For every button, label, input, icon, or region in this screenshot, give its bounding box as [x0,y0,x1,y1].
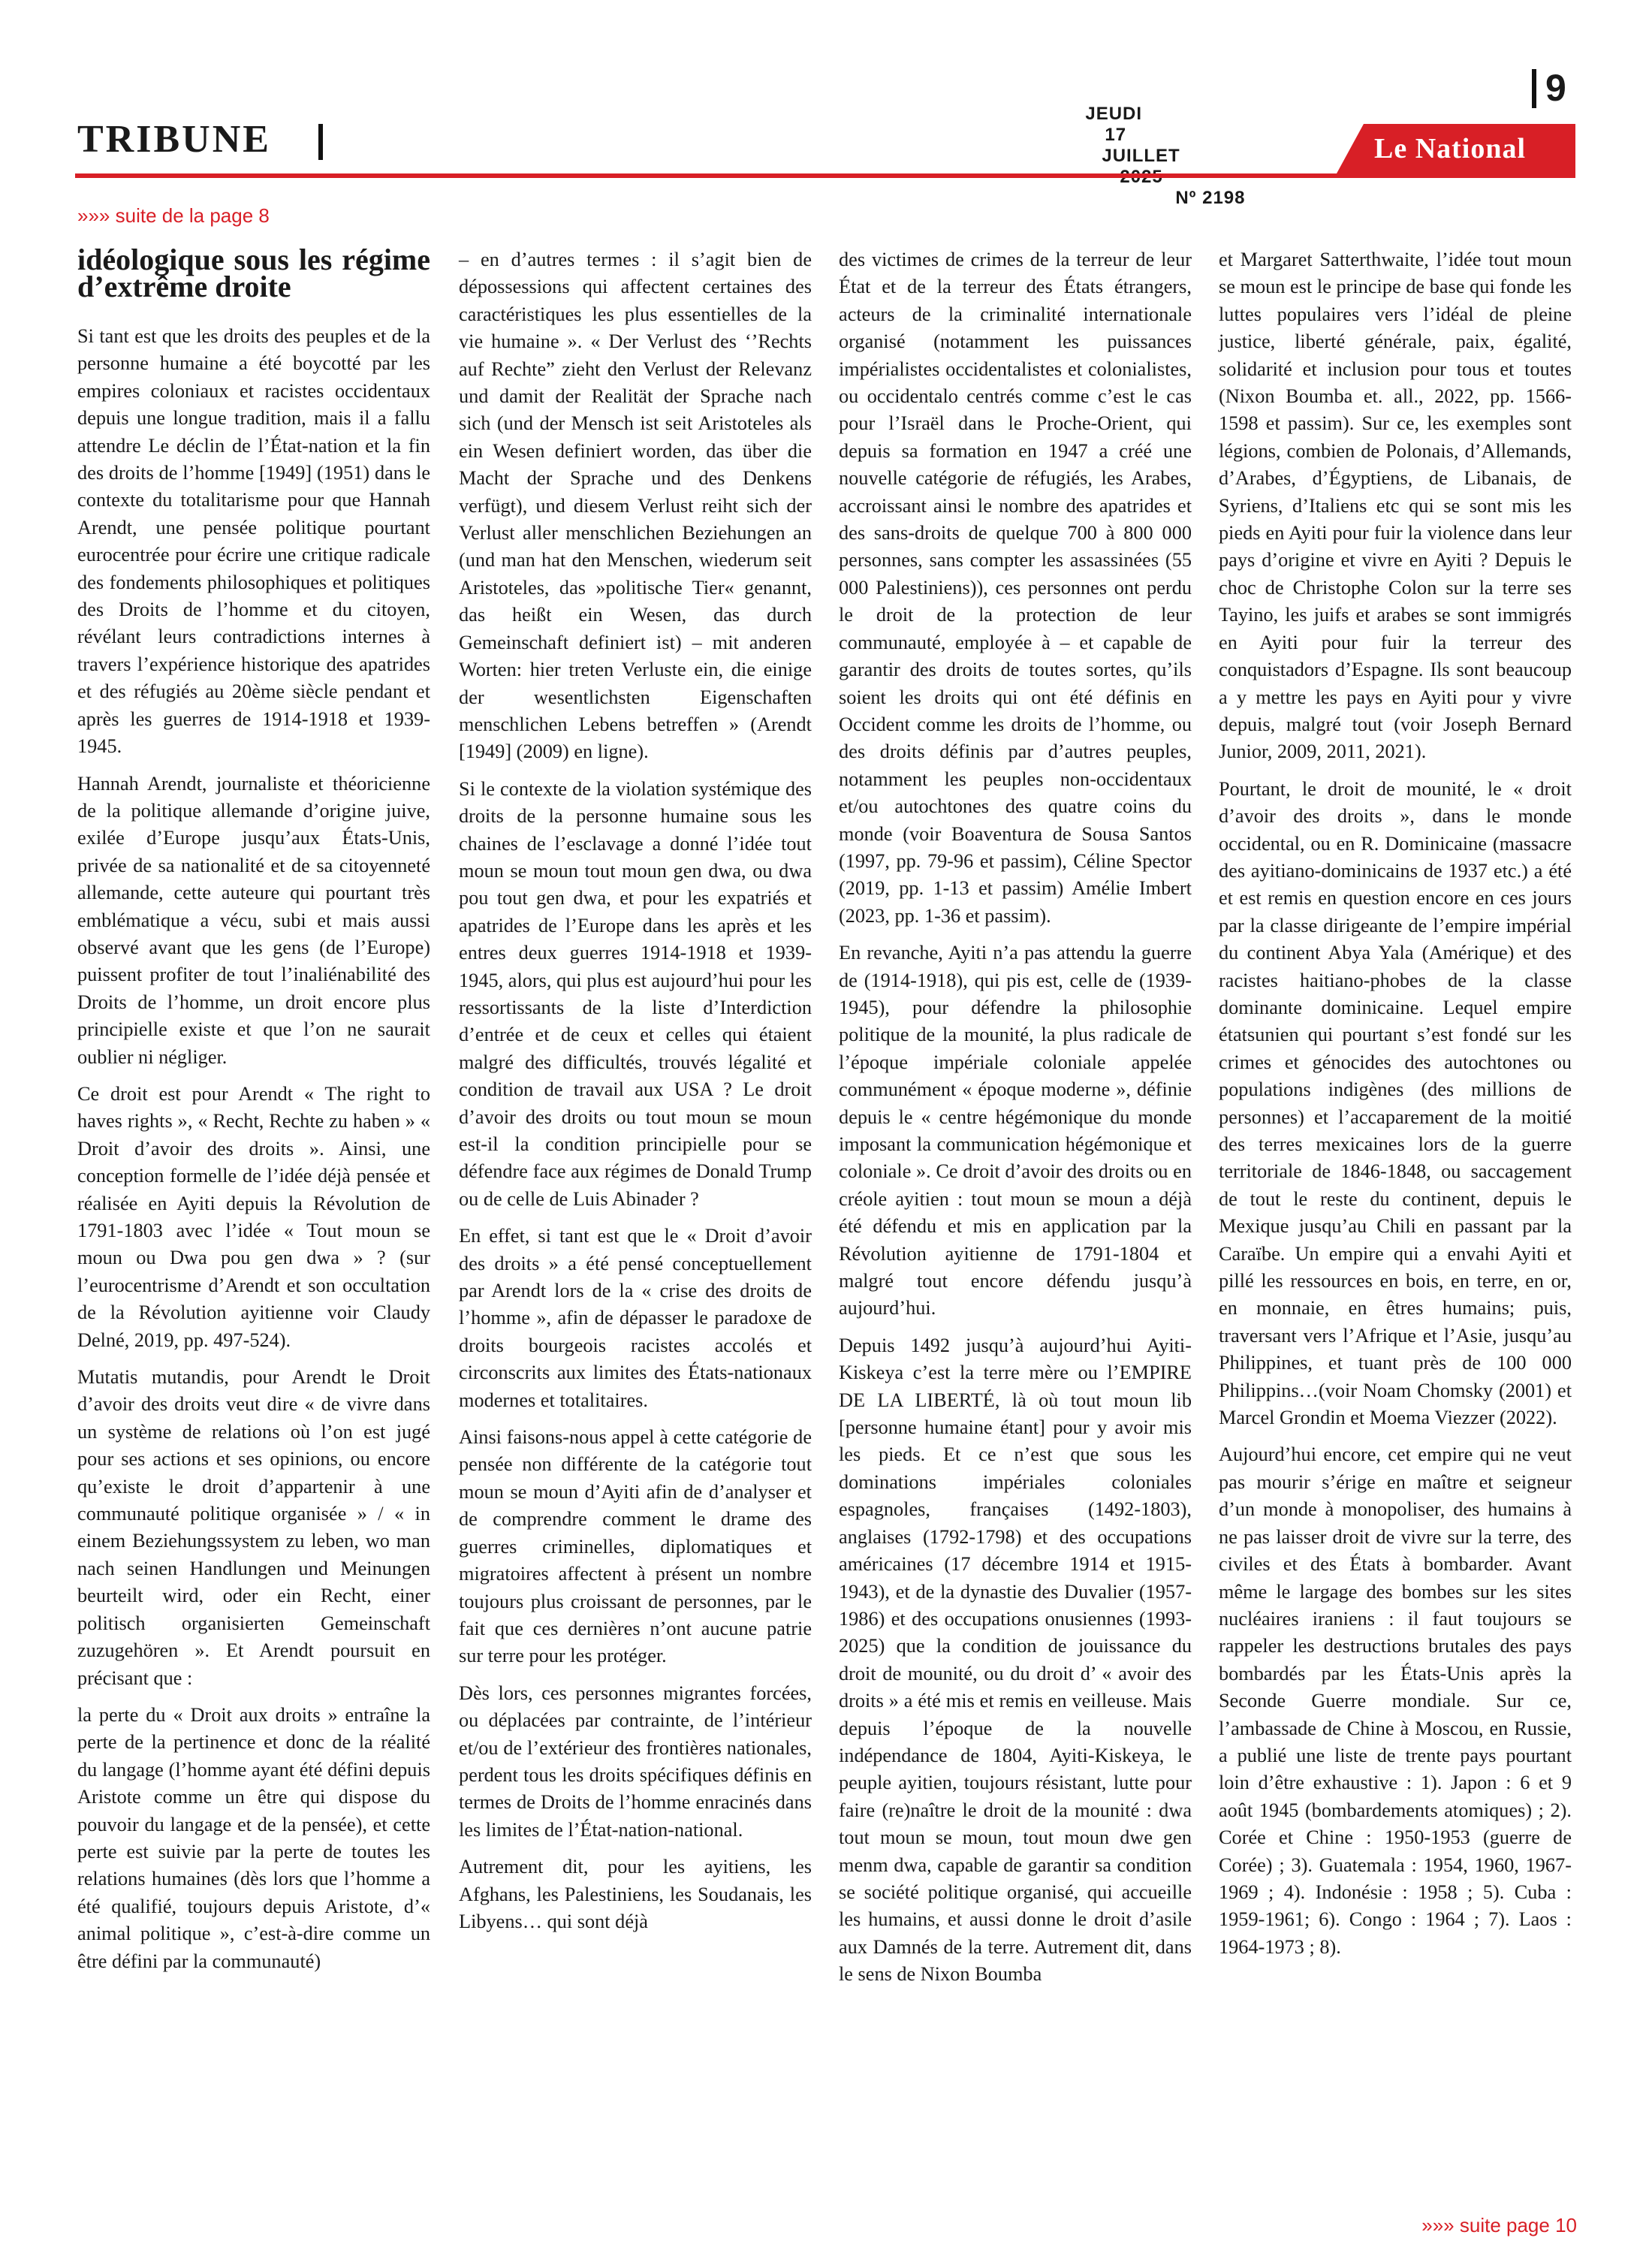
article-column-2 [459,246,812,1945]
block-quote: la perte du « Droit aux droits » entraîne la perte de la pertinence et donc de la réalité du langage (l’homme ayant été défini depuis Aristote comme un être qui dispose du pouvoir du langage et de la pensée), et cette perte est suivie par la perte de toutes les relations humaines (dès lors que l’homme a été qualifié, toujours depuis Aristote, d’« animal politique », c’est-à-dire comme un être défini par la communauté) [77,1703,430,1972]
section-title-divider [318,124,323,160]
paragraph: Si le contexte de la violation systémique des droits de la personne humaine sous les chaines de l’esclavage a donné l’idée tout moun se moun tout moun gen dwa, ou dwa pou tout gen dwa, et pour les expatriés et apatrides de l’Europe dans les après et les entres deux guerres 1914-1918 et 1939-1945, alors, qui plus est aujourd’hui pour les ressortissants de la liste d’Interdiction d’entrée et de ceux et celles qui étaient malgré des difficultés, trouvés légalité et condition de travail aux USA ? Le droit d’avoir des droits ou tout moun se moun est-il la condition principielle pour se défendre face aux régimes de Donald Trump ou de celle de Luis Abinader ? [459,777,812,1210]
paragraph: Si tant est que les droits des peuples et de la personne humaine a été boycotté par les empires coloniaux et racistes occidentaux depuis une longue tradition, mais il a fallu attendre Le déclin de l’État-nation et la fin des droits de l’homme [1949] (1951) dans le contexte du totalitarisme pour que Hannah Arendt, une pensée politique pourtant eurocentrée pour écrire une critique radicale des fondements philosophiques et politiques des Droits de l’homme et du citoyen, révélant leurs contradictions internes à travers l’expérience historique des apatrides et des réfugiés au 20ème siècle pendant et après les guerres de 1914-1918 et 1939-1945. [77,325,430,758]
article-column-1 [77,243,430,1985]
paragraph: En effet, si tant est que le « Droit d’avoir des droits » a été pensé conceptuellement par Arendt lors de la « crise des droits de l’homme », afin de dépasser le paradoxe de droits bourgeois racistes accolés et circonscrits aux limites des États-nationaux modernes et totalitaires. [459,1225,812,1411]
paragraph: – en d’autres termes : il s’agit bien de dépossessions qui affectent certaines des caractéristiques les plus essentielles de la vie humaine ». « Der Verlust des ‘’Rechts auf Rechte” zieht den Verlust der Relevanz und damit der Realität der Sprache nach sich (und der Mensch ist seit Aristoteles als ein Wesen definiert worden, das über die Macht der Sprache und des Denkens verfügt), und diesem Verlust reiht sich der Verlust aller menschlichen Beziehungen an (und man hat den Menschen, wiederum seit Aristoteles, das »politische Tier« genannt, das heißt ein Wesen, das durch Gemeinschaft definiert ist) – mit anderen Worten: hier treten Verluste ein, die einige der wesentlichsten Eigenschaften menschlichen Lebens betreffen » (Arendt [1949] (2009) en ligne). [459,249,812,763]
issue-number: Nº 2198 [1175,188,1246,208]
paragraph: Dès lors, ces personnes migrantes forcées, ou déplacées par contrainte, de l’intérieur et/ou de l’extérieur des frontières nationales, perdent tous les droits spécifiques définis en termes de Droits de l’homme enracinés dans les limites de l’État-nation-national. [459,1681,812,1841]
paragraph: et Margaret Satterthwaite, l’idée tout moun se moun est le principe de base qui fonde les luttes populaires vers l’idéal de pleine justice, liberté générale, paix, égalité, solidarité et inclusion pour tous et toutes (Nixon Boumba et. all., 2022, pp. 1566-1598 et passim). Sur ce, les exemples sont légions, combien de Polonais, d’Allemands, d’Arabes, d’Égyptiens, de Libanais, de Syriens, d’Italiens etc qui se sont mis les pieds en Ayiti pour fuir la violence dans leur pays d’origine et vivre en Ayiti ? Depuis le choc de Christophe Colon sur la terre ses Tayino, les juifs et arabes se sont immigrés en Ayiti pour fuir la terreur des conquistadors d’Espagne. Ils sont beaucoup a y mettre les pays en Ayiti pour y vivre depuis, malgré tout (voir Joseph Bernard Junior, 2009, 2011, 2021). [1219,249,1572,763]
paragraph: Mutatis mutandis, pour Arendt le Droit d’avoir des droits veut dire « de vivre dans un système de relations où l’on est jugé pour ses actions et ses opinions, ou encore qu’existe le droit d’appartenir à une communauté politique organisée » / « in einem Beziehungssystem zu leben, wo man nach seinen Handlungen und Meinungen beurteilt wird, oder ein Recht, einer politisch organisierten Gemeinschaft zuzugehören ». Et Arendt poursuit en précisant que : [77,1366,430,1689]
article-column-4 [1219,246,1572,1971]
header-rule [75,173,1575,178]
page-number: 9 [1545,67,1566,109]
paragraph: des victimes de crimes de la terreur de leur État et de la terreur des États étrangers, acteurs de la criminalité internationale organisé (notamment les puissances impérialistes occidentalistes et colonialistes, ou occidentalo centrés comme c’est le cas pour l’Israël dans le Proche-Orient, qui depuis sa formation en 1947 a créé une nouvelle catégorie de réfugiés, les Arabes, accroissant ainsi le nombre des apatrides et des sans-droits de quelque 700 à 800 000 personnes, sans compter les assassinées (55 000 Palestiniens)), ces personnes ont perdu le droit de la protection de leur communauté, employée à – et capable de garantir des droits de toutes sortes, qu’ils soient les droits qui ont été définis en Occident comme les droits de l’homme, ou des droits définis par d’autres peuples, notamment les peuples non-occidentaux et/ou autochtones des quatre coins du monde (voir Boaventura de Sousa Santos (1997, pp. 79-96 et passim), Céline Spector (2019, pp. 1-13 et passim) Amélie Imbert (2023, pp. 1-36 et passim). [839,249,1192,927]
issue-date-number: 17 [1105,125,1127,145]
section-title: TRIBUNE [77,118,271,161]
issue-day: JEUDI [1085,104,1143,124]
page-number-divider [1532,69,1536,108]
paragraph: Aujourd’hui encore, cet empire qui ne veut pas mourir s’érige en maître et seigneur d’un monde à monopoliser, des humains à ne pas laisser droit de vivre sur la terre, des civiles et des États à bombarder. Avant même le largage des bombes sur les sites nucléaires iraniens : il faut toujours se rappeler les destructions brutales des pays bombardés par les États-Unis après la Seconde Guerre mondiale. Sur ce, l’ambassade de Chine à Moscou, en Russie, a publié une liste de trente pays pourtant loin d’être exhaustive : 1). Japon : 6 et 9 août 1945 (bombardements atomiques) ; 2). Corée et Chine : 1950-1953 (guerre de Corée) ; 3). Guatemala : 1954, 1960, 1967-1969 ; 4). Indonésie : 1958 ; 5). Cuba : 1959-1961; 6). Congo : 1964 ; 7). Laos : 1964-1973 ; 8). [1219,1443,1572,1958]
article-column-3 [839,246,1192,1998]
paragraph: Ce droit est pour Arendt « The right to haves rights », « Recht, Rechte zu haben » « Droit d’avoir des droits ». Ainsi, une conception formelle de l’idée déjà pensée et réalisée en Ayiti depuis la Révolution de 1791-1803 avec l’idée « Tout moun se moun ou Dwa pou gen dwa » ? (sur l’eurocentrisme d’Arendt et son occultation de la Révolution ayitienne voir Claudy Delné, 2019, pp. 497-524). [77,1082,430,1351]
newspaper-brand: Le National [1374,133,1527,164]
paragraph: En revanche, Ayiti n’a pas attendu la guerre de (1914-1918), qui pis est, celle de (1939-1945), pour défendre la philosophie politique de la mounité, la plus radicale de l’époque impériale coloniale appelée communément « époque moderne », définie depuis le « centre hégémonique du monde imposant la communication hégémonique et coloniale ». Ce droit d’avoir des droits ou en créole ayitien : tout moun se moun a déjà été défendu et mis en application par la Révolution ayitienne de 1791-1804 et malgré tout encore défendu jusqu’à aujourd’hui. [839,942,1192,1320]
paragraph: Ainsi faisons-nous appel à cette catégorie de pensée non différente de la catégorie tout moun se moun d’Ayiti afin de d’analyser et de comprendre comment le drame des guerres criminelles, diplomatiques et migratoires affectent à présent un nombre toujours plus croissant de personnes, par le fait que ces dernières n’ont aucune patrie sur terre pour les protéger. [459,1426,812,1667]
paragraph: Hannah Arendt, journaliste et théoricienne de la politique allemande d’origine juive, exilée d’Europe jusqu’aux États-Unis, privée de sa nationalité et de sa citoyenneté allemande, cette auteure qui pourtant très emblématique a vécu, subi et mais aussi observé avant que les gens (de l’Europe) puissent profiter de tout l’inaliénabilité des Droits de l’homme, un droit encore plus principielle existe et que l’on ne saurait oublier ni négliger. [77,772,430,1068]
issue-date-line [1074,83,1246,209]
article-headline: idéologique sous les régime d’extrême droite [77,243,430,303]
continued-to-link[interactable]: »»» suite page 10 [1421,2214,1577,2236]
paragraph: Autrement dit, pour les ayitiens, les Afghans, les Palestiniens, les Soudanais, les Libyens… qui sont déjà [459,1856,812,1932]
paragraph: Pourtant, le droit de mounité, le « droit d’avoir des droits », dans le monde occidental, ou en R. Dominicaine (massacre des ayitiano-dominicains de 1937 etc.) a été et est remis en question encore en ces jours par la classe dirigeante de l’empire impérial du continent Abya Yala (Amérique) et des racistes haitiano-phobes de la classe dominante dominicaine. Lequel empire étatsunien qui pourtant s’est fondé sur les crimes et génocides des autochtones ou populations indigènes (des millions de personnes) et l’accaparement de la moitié des terres mexicaines lors de la guerre territoriale de 1846-1848, ou saccagement de tout le reste du continent, depuis le Mexique jusqu’au Chili en passant par la Caraïbe. Un empire qui a envahi Ayiti et pillé les ressources en bois, en terre, en or, en monnaie, en êtres humains; puis, traversant vers l’Afrique et l’Asie, jusqu’au Philippines, et tuant près de 100 000 Philippins…(voir Noam Chomsky (2001) et Marcel Grondin et Moema Viezzer (2022). [1219,777,1572,1429]
issue-month: JUILLET [1102,146,1180,166]
continued-from-link[interactable]: »»» suite de la page 8 [77,204,270,227]
paragraph: Depuis 1492 jusqu’à aujourd’hui Ayiti-Kiskeya c’est la terre mère ou l’EMPIRE DE LA LIBERTÉ, là où tout moun lib [personne humaine étant] pour y avoir mis les pieds. Et ce n’est que sous les dominations impériales coloniales espagnoles, françaises (1492-1803), anglaises (1792-1798) et des occupations américaines (17 décembre 1914 et 1915-1943), et de la dynastie des Duvalier (1957-1986) et des occupations onusiennes (1993-2025) que la condition de jouissance du droit de mounité, ou du droit d’ « avoir des droits » a été mis et remis en veilleuse. Mais depuis l’époque de la nouvelle indépendance de 1804, Ayiti-Kiskeya, le peuple ayitien, toujours résistant, lutte pour faire (re)naître le droit de la mounité : dwa tout moun se moun, tout moun dwe gen menm dwa, capable de garantir sa condition se société politique organisé, qui accueille les humains, et aussi donne le droit d’asile aux Damnés de la terre. Autrement dit, dans le sens de Nixon Boumba [839,1334,1192,1986]
